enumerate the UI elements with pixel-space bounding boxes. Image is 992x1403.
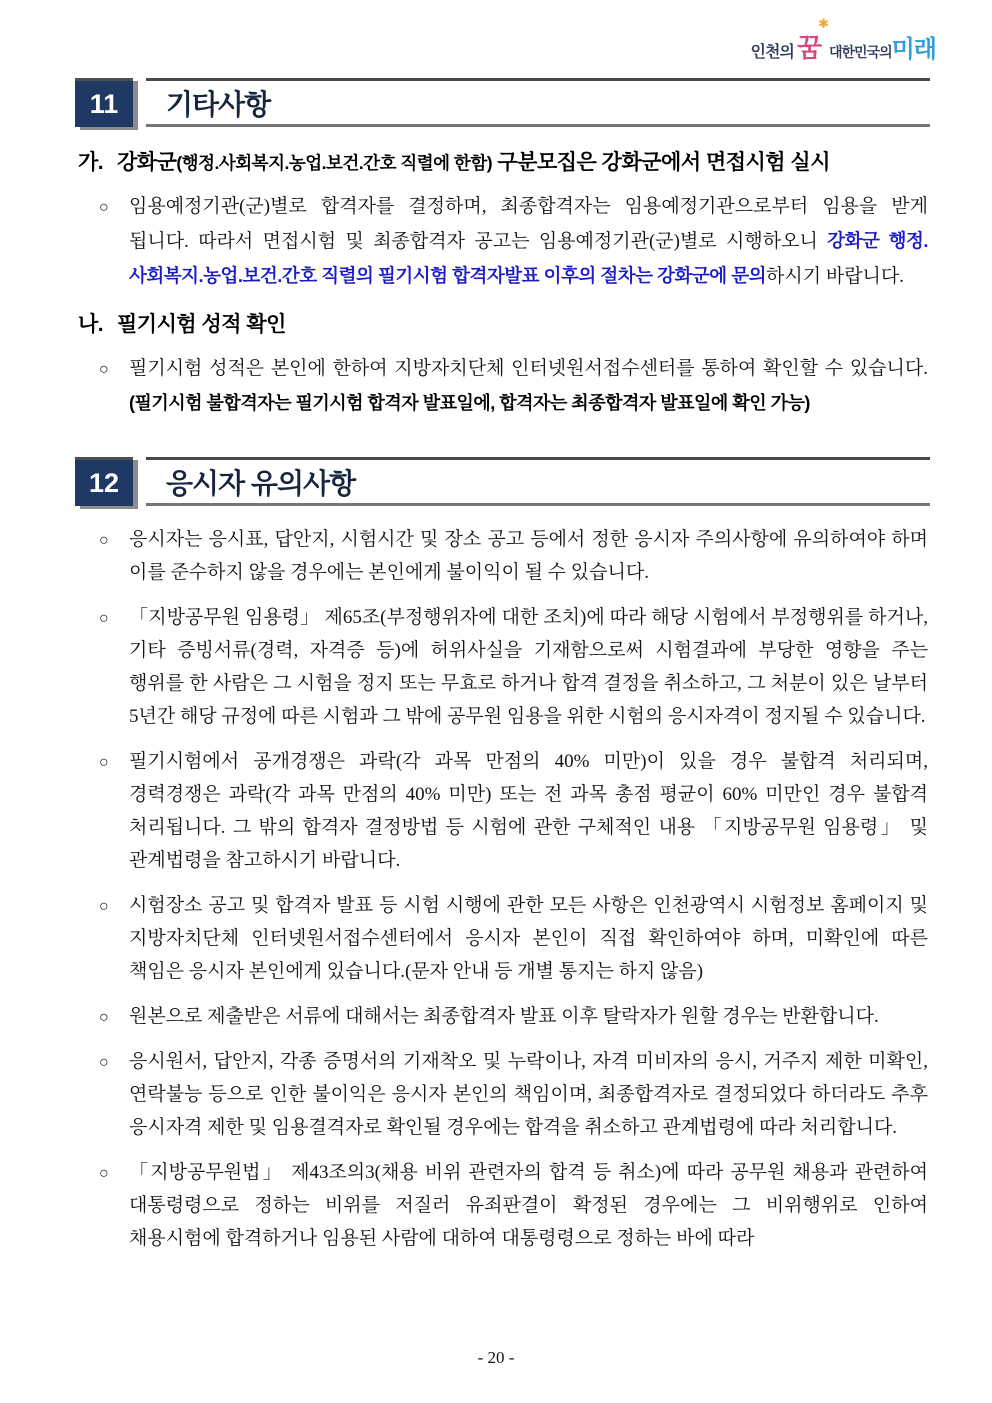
- bullet-item: [75, 1045, 930, 1144]
- item-text: [129, 1006, 879, 1027]
- bullet-marker-icon: ○: [99, 199, 109, 216]
- text-segment: (행정.사회복지.농업.보건.간호 직렬에 한함): [176, 153, 493, 173]
- bullet-item: [75, 523, 930, 589]
- logo-dream-wrap: [796, 16, 829, 75]
- bullet-marker-icon: ○: [99, 1009, 109, 1026]
- item-text: [129, 529, 928, 583]
- text-segment: 「지방공무원 임용령」 제65조(부정행위자에 대한 조치)에 따라 해당 시험에서 부정행위를 하거나, 기타 증빙서류(경력, 자격증 등)에 허위사실을 기재함으로써 시험결과에 부당한 영향을 주는 행위를 한 사람은 그 시험을 정지 또는 무효로 하거나 합격 결정을 취소하고, 그 처분이 있은 날부터 5년간 해당 규정에 따른 시험과 그 밖에 공무원 임용을 위한 시험의 응시자격이 정지될 수 있습니다.: [129, 607, 928, 727]
- section-number-box: 11: [75, 78, 133, 127]
- item-text: [129, 1051, 928, 1138]
- text-segment: 시험장소 공고 및 합격자 발표 등 시험 시행에 관한 모든 사항은 인천광역시 시험정보 홈페이지 및 지방자치단체 인터넷원서접수센터에서 응시자 본인이 직접 확인하여야 하며, 미확인에 따른 책임은 응시자 본인에게 있습니다.(문자 안내 등 개별 통지는 하지 않음): [129, 895, 928, 982]
- section-header: [75, 78, 930, 130]
- bullet-item: [75, 1156, 930, 1255]
- section-12: [75, 457, 930, 1255]
- bullet-marker-icon: ○: [99, 1165, 109, 1182]
- section-title: 응시자 유의사항: [166, 467, 356, 499]
- text-segment: 구분모집은 강화군에서 면접시험 실시: [492, 151, 830, 174]
- bullet-marker-icon: ○: [99, 610, 109, 627]
- item-text: [117, 151, 830, 174]
- bullet-marker-icon: ○: [99, 532, 109, 549]
- section-number-box: 12: [75, 457, 133, 506]
- text-segment: 필기시험 성적은 본인에 한하여 지방자치단체 인터넷원서접수센터를 통하여 확인할 수 있습니다.: [129, 358, 928, 379]
- bullet-marker-icon: ○: [99, 361, 109, 378]
- document-sections: [75, 78, 930, 1255]
- logo-text-future: 미래: [891, 36, 936, 63]
- section-title-bar: [146, 457, 930, 506]
- logo-text-incheon: 인천의: [750, 44, 794, 61]
- lettered-heading: [75, 310, 930, 340]
- item-text: [117, 313, 286, 336]
- item-text: [129, 751, 928, 871]
- text-segment: 「지방공무원법」 제43조의3(채용 비위 관련자의 합격 등 취소)에 따라 공무원 채용과 관련하여 대통령령으로 정하는 비위를 저질러 유죄판결이 확정된 경우에는 그 비위행위로 인하여 채용시험에 합격하거나 임용된 사람에 대하여 대통령령으로 정하는 바에 따라: [129, 1162, 928, 1249]
- bullet-item: [75, 601, 930, 733]
- section-header: [75, 457, 930, 509]
- item-text: [129, 358, 928, 414]
- bullet-item: [75, 190, 930, 294]
- text-segment: 필기시험에서 공개경쟁은 과락(각 과목 만점의 40% 미만)이 있을 경우 불합격 처리되며, 경력경쟁은 과락(각 과목 만점의 40% 미만) 또는 전 과목 총점 평균이 60% 미만인 경우 불합격 처리됩니다. 그 밖의 합격자 결정방법 등 시험에 관한 구체적인 내용 「지방공무원 임용령」 및 관계법령을 참고하시기 바랍니다.: [129, 751, 928, 871]
- bullet-item: [75, 889, 930, 988]
- bullet-item: [75, 1000, 930, 1033]
- logo-text-korea: 대한민국의: [829, 44, 892, 60]
- bullet-marker-icon: ○: [99, 754, 109, 771]
- lettered-heading: [75, 148, 930, 178]
- text-segment: 응시원서, 답안지, 각종 증명서의 기재착오 및 누락이나, 자격 미비자의 응시, 거주지 제한 미확인, 연락불능 등으로 인한 불이익은 응시자 본인의 책임이며, 최종합격자로 결정되었다 하더라도 추후 응시자격 제한 및 임용결격자로 확인될 경우에는 합격을 취소하고 관계법령에 따라 처리합니다.: [129, 1051, 928, 1138]
- section-body: [75, 130, 930, 421]
- bullet-item: [75, 745, 930, 877]
- section-title: 기타사항: [166, 88, 271, 120]
- star-icon: ✱: [818, 16, 829, 31]
- text-segment: 원본으로 제출받은 서류에 대해서는 최종합격자 발표 이후 탈락자가 원할 경우는 반환합니다.: [129, 1006, 879, 1027]
- text-segment: (필기시험 불합격자는 필기시험 합격자 발표일에, 합격자는 최종합격자 발표일에 확인 가능): [129, 393, 810, 413]
- logo-text-dream: 꿈: [796, 33, 821, 63]
- section-11: [75, 78, 930, 421]
- bullet-marker-icon: ○: [99, 1054, 109, 1071]
- item-text: [129, 1162, 928, 1249]
- bullet-marker-icon: ○: [99, 898, 109, 915]
- item-text: [129, 895, 928, 982]
- text-segment: 강화군: [117, 151, 177, 174]
- text-segment: 임용예정기관(군)별로 합격자를 결정하며, 최종합격자는 임용예정기관으로부터 임용을 받게 됩니다. 따라서 면접시험 및 최종합격자 공고는 임용예정기관(군)별로 시행하오니: [129, 196, 928, 252]
- incheon-city-logo: [75, 16, 936, 70]
- bullet-item: [75, 352, 930, 421]
- item-text: [129, 607, 928, 727]
- section-body: [75, 509, 930, 1255]
- item-text: [129, 196, 928, 287]
- page-number: - 20 -: [477, 1348, 515, 1367]
- text-segment: 하시기 바랍니다.: [766, 266, 905, 287]
- text-segment: 강화군 행정.사회복지.농업.보건.간호 직렬의 필기시험 합격자발표 이후의 절차는 강화군에 문의: [129, 230, 928, 286]
- section-title-bar: [146, 78, 930, 127]
- text-segment: 응시자는 응시표, 답안지, 시험시간 및 장소 공고 등에서 정한 응시자 주의사항에 유의하여야 하며 이를 준수하지 않을 경우에는 본인에게 불이익이 될 수 있습니다.: [129, 529, 928, 583]
- heading-marker: 나.: [78, 313, 104, 336]
- heading-marker: 가.: [78, 151, 104, 174]
- text-segment: 필기시험 성적 확인: [117, 313, 286, 336]
